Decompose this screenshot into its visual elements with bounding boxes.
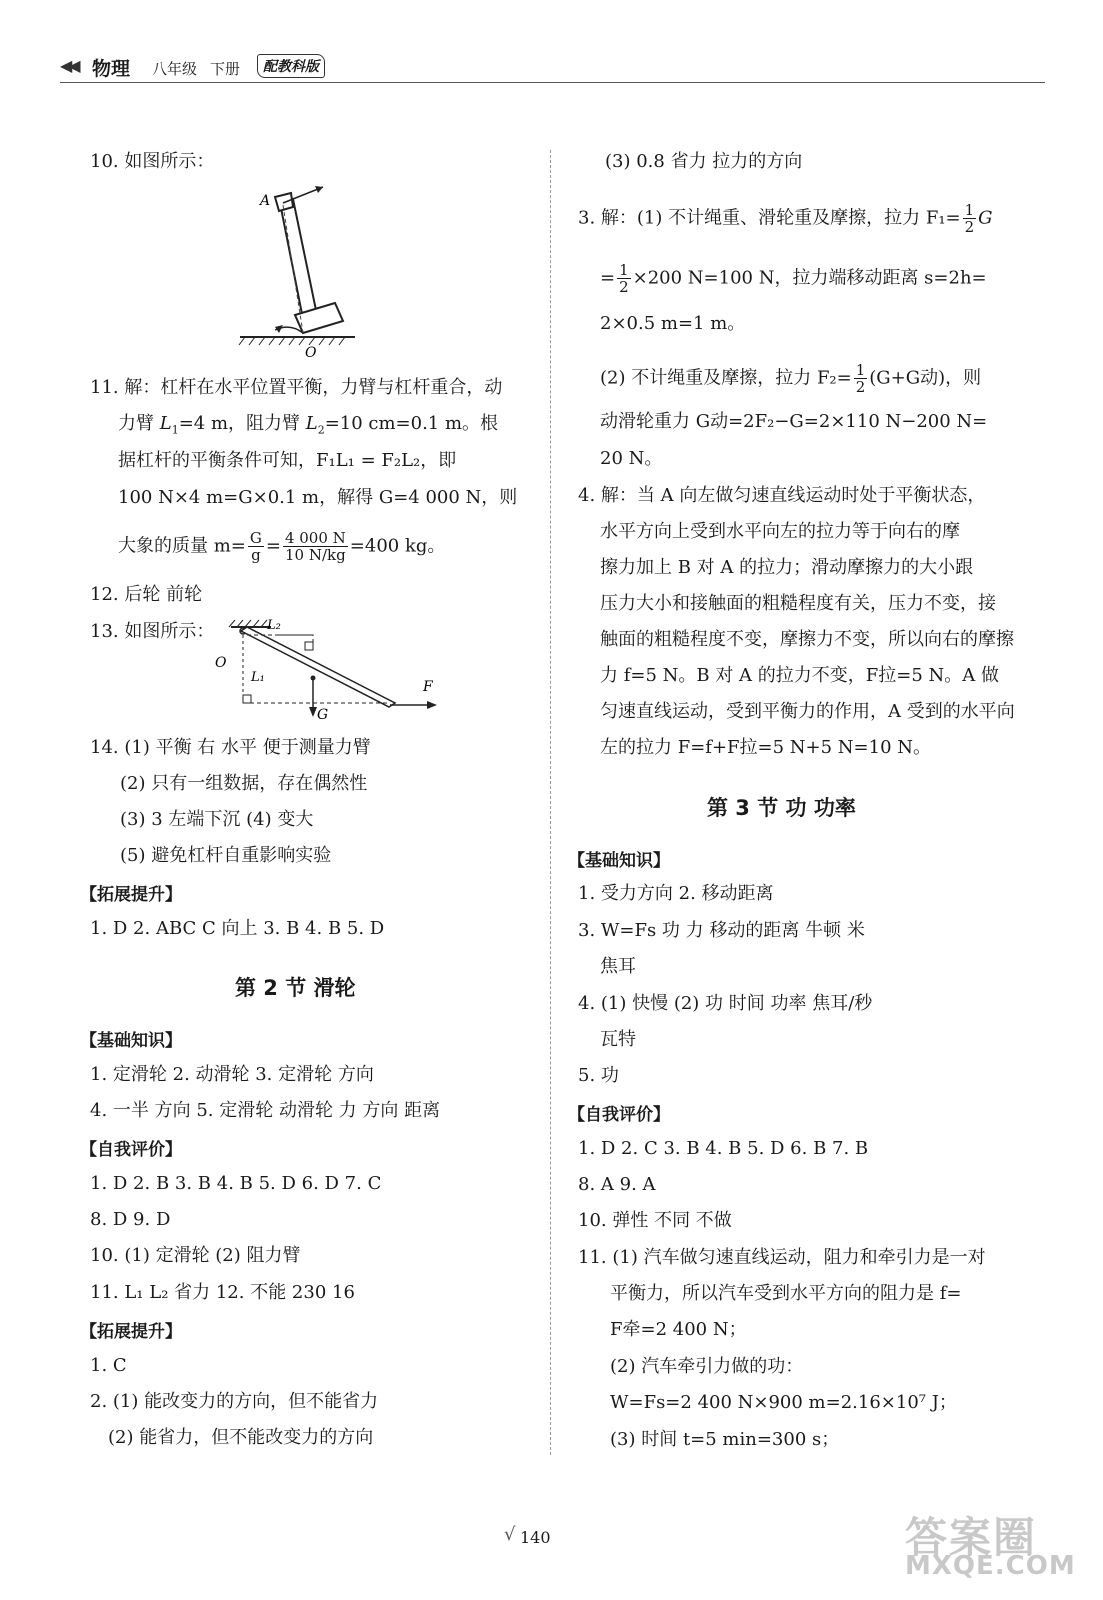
q3-line3: 2×0.5 m=1 m。 [600, 313, 746, 334]
q13-label-L2: L₂ [267, 618, 281, 633]
q4-line4: 压力大小和接触面的粗糙程度有关，压力不变，接 [600, 593, 996, 614]
watermark-line1: 答案圈 [905, 1513, 1038, 1562]
q4-line6: 力 f=5 N。B 对 A 的拉力不变，F拉=5 N。A 做 [600, 665, 999, 686]
page-header [60, 50, 1045, 86]
header-rule [60, 82, 1045, 83]
q3-line2 [600, 262, 987, 295]
q11-line5 [118, 530, 445, 563]
q11-l2-g: =10 cm=0.1 m。根 [324, 413, 499, 434]
header-subject: 物理 [92, 58, 131, 80]
sec3-basic-line4: 4. (1) 快慢 (2) 功 时间 功率 焦耳/秒 [578, 993, 873, 1014]
q3-l4-b: (G+G动)，则 [869, 367, 982, 389]
frac-num: 1 [855, 361, 866, 379]
q14-part3-4: (3) 3 左端下沉 (4) 变大 [120, 809, 314, 830]
q3-l2-b: ×200 N=100 N，拉力端移动距离 s=2h= [632, 267, 987, 289]
q3-l1-G: G [978, 207, 993, 229]
extension-answers: 1. D 2. ABC C 向上 3. B 4. B 5. D [90, 918, 385, 939]
watermark-line2: MXQE.COM [905, 1551, 1076, 1581]
sec2-ext-line2: 2. (1) 能改变力的方向，但不能省力 [90, 1391, 379, 1412]
q11-l2-sub1: 1 [171, 423, 179, 437]
header-edition-badge: 配教科版 [257, 54, 325, 78]
q11-l2-L1: L [159, 413, 172, 434]
watermark-logo [905, 1505, 1076, 1585]
header-grade: 八年级 [152, 60, 198, 78]
sec2-self-line3: 10. (1) 定滑轮 (2) 阻力臂 [90, 1245, 301, 1266]
q14-part1: 14. (1) 平衡 右 水平 便于测量力臂 [90, 737, 371, 758]
q3-line5: 动滑轮重力 G动=2F₂−G=2×110 N−200 N= [600, 411, 988, 432]
q11-l2-a: 力臂 [118, 413, 160, 434]
q13-label-O: O [215, 655, 227, 671]
q11-line2 [118, 412, 498, 443]
q10-text: 10. 如图所示： [90, 151, 215, 172]
sec2-self-line4: 11. L₁ L₂ 省力 12. 不能 230 16 [90, 1282, 355, 1303]
r-continued-answer: (3) 0.8 省力 拉力的方向 [605, 151, 803, 172]
q14-part5: (5) 避免杠杆自重影响实验 [120, 845, 332, 866]
sec3-basic-line6: 5. 功 [578, 1065, 619, 1086]
extension-heading: 【拓展提升】 [80, 885, 182, 905]
q3-frac3 [854, 362, 868, 395]
sec3-q11-line1: 11. (1) 汽车做匀速直线运动，阻力和牵引力是一对 [578, 1247, 986, 1268]
page-curl-icon: √ [504, 1524, 516, 1545]
q3-l1-a: 3. 解：(1) 不计绳重、滑轮重及摩擦，拉力 F₁= [578, 207, 961, 229]
q13-label-L1: L₁ [251, 670, 265, 685]
sec2-ext-line1: 1. C [90, 1355, 127, 1376]
q13-lever-diagram [205, 615, 445, 725]
frac-num: 1 [964, 201, 975, 219]
sec2-basic-line2: 4. 一半 方向 5. 定滑轮 动滑轮 力 方向 距离 [90, 1100, 441, 1121]
q3-frac1 [963, 202, 977, 235]
section2-title: 第 2 节 滑轮 [235, 976, 356, 1000]
q11-l5-c: =400 kg。 [349, 535, 446, 557]
q3-line6: 20 N。 [600, 448, 663, 469]
q4-line3: 擦力加上 B 对 A 的拉力；滑动摩擦力的大小跟 [600, 557, 974, 578]
sec3-basic-line5: 瓦特 [600, 1029, 636, 1050]
frac-num: 4 000 N [284, 529, 346, 547]
sec3-self-heading: 【自我评价】 [568, 1105, 670, 1125]
section3-title: 第 3 节 功 功率 [707, 796, 856, 820]
q11-l2-L2: L [305, 413, 318, 434]
frac-den: 10 N/kg [285, 546, 346, 564]
q10-label-O: O [305, 345, 317, 361]
sec2-basic-heading: 【基础知识】 [80, 1031, 182, 1051]
q12-text: 12. 后轮 前轮 [90, 584, 203, 605]
frac-num: G [249, 529, 262, 547]
q4-line5: 触面的粗糙程度不变，摩擦力不变，所以向右的摩擦 [600, 629, 1014, 650]
sec3-q11-line6: (3) 时间 t=5 min=300 s； [610, 1429, 840, 1450]
frac-den: 2 [619, 278, 629, 296]
frac-num: 1 [619, 261, 629, 279]
q11-l2-sub2: 2 [317, 423, 325, 437]
q4-line7: 匀速直线运动，受到平衡力的作用，A 受到的水平向 [600, 701, 1015, 722]
sec2-self-heading: 【自我评价】 [80, 1140, 182, 1160]
frac-den: 2 [855, 378, 866, 396]
sec3-basic-line1: 1. 受力方向 2. 移动距离 [578, 883, 774, 904]
page-number [504, 1524, 551, 1547]
q14-part2: (2) 只有一组数据，存在偶然性 [120, 773, 368, 794]
q4-line8: 左的拉力 F=f+F拉=5 N+5 N=10 N。 [600, 737, 931, 758]
sec2-basic-line1: 1. 定滑轮 2. 动滑轮 3. 定滑轮 方向 [90, 1064, 374, 1085]
header-volume: 下册 [210, 60, 241, 78]
q3-l4-a: (2) 不计绳重及摩擦，拉力 F₂= [600, 367, 852, 389]
q13-label-F: F [423, 679, 433, 695]
q4-line2: 水平方向上受到水平向左的拉力等于向右的摩 [600, 521, 960, 542]
sec3-basic-line2: 3. W=Fs 功 力 移动的距离 牛顿 米 [578, 920, 865, 941]
sec3-q11-line4: (2) 汽车牵引力做的功： [610, 1356, 804, 1377]
q10-lever-diagram [235, 175, 360, 365]
sec3-self-line1: 1. D 2. C 3. B 4. B 5. D 6. B 7. B [578, 1138, 869, 1159]
sec3-q11-line2: 平衡力，所以汽车受到水平方向的阻力是 f= [610, 1283, 962, 1304]
sec3-self-line3: 10. 弹性 不同 不做 [578, 1210, 732, 1231]
sec3-basic-line3: 焦耳 [600, 956, 636, 977]
frac-den: 2 [964, 218, 975, 236]
sec2-ext-line3: (2) 能省力，但不能改变力的方向 [108, 1427, 374, 1448]
q11-frac-G-g [248, 530, 264, 563]
sec3-q11-line5: W=Fs=2 400 N×900 m=2.16×10⁷ J； [610, 1392, 957, 1413]
sec2-self-line1: 1. D 2. B 3. B 4. B 5. D 6. D 7. C [90, 1173, 382, 1194]
q11-l5-eq: = [265, 535, 281, 557]
q11-frac-values [283, 530, 348, 563]
sec3-self-line2: 8. A 9. A [578, 1174, 656, 1195]
sec3-q11-line3: F牵=2 400 N； [610, 1319, 747, 1340]
q11-line1: 11. 解：杠杆在水平位置平衡，力臂与杠杆重合，动 [90, 377, 503, 398]
q10-label-A: A [260, 193, 271, 209]
sec3-basic-heading: 【基础知识】 [568, 851, 670, 871]
q3-frac2 [617, 262, 631, 295]
q11-l2-d: =4 m，阻力臂 [178, 413, 306, 434]
q11-line4: 100 N×4 m=G×0.1 m，解得 G=4 000 N，则 [118, 487, 518, 508]
q13-label-G: G [317, 707, 329, 723]
q3-line4 [600, 362, 981, 395]
q11-l5-a: 大象的质量 m= [118, 535, 246, 557]
q3-line1 [578, 202, 993, 235]
q4-line1: 4. 解：当 A 向左做匀速直线运动时处于平衡状态， [578, 485, 986, 506]
q13-text: 13. 如图所示： [90, 621, 215, 642]
column-divider [550, 150, 551, 1455]
sec2-self-line2: 8. D 9. D [90, 1209, 171, 1230]
frac-den: g [251, 546, 261, 564]
q3-l2-eq: = [600, 267, 616, 289]
page-number-text: 140 [520, 1528, 551, 1547]
header-arrows-icon: ◀◀ [60, 56, 77, 75]
q11-line3: 据杠杆的平衡条件可知，F₁L₁ = F₂L₂，即 [118, 450, 457, 471]
sec2-ext-heading: 【拓展提升】 [80, 1322, 182, 1342]
